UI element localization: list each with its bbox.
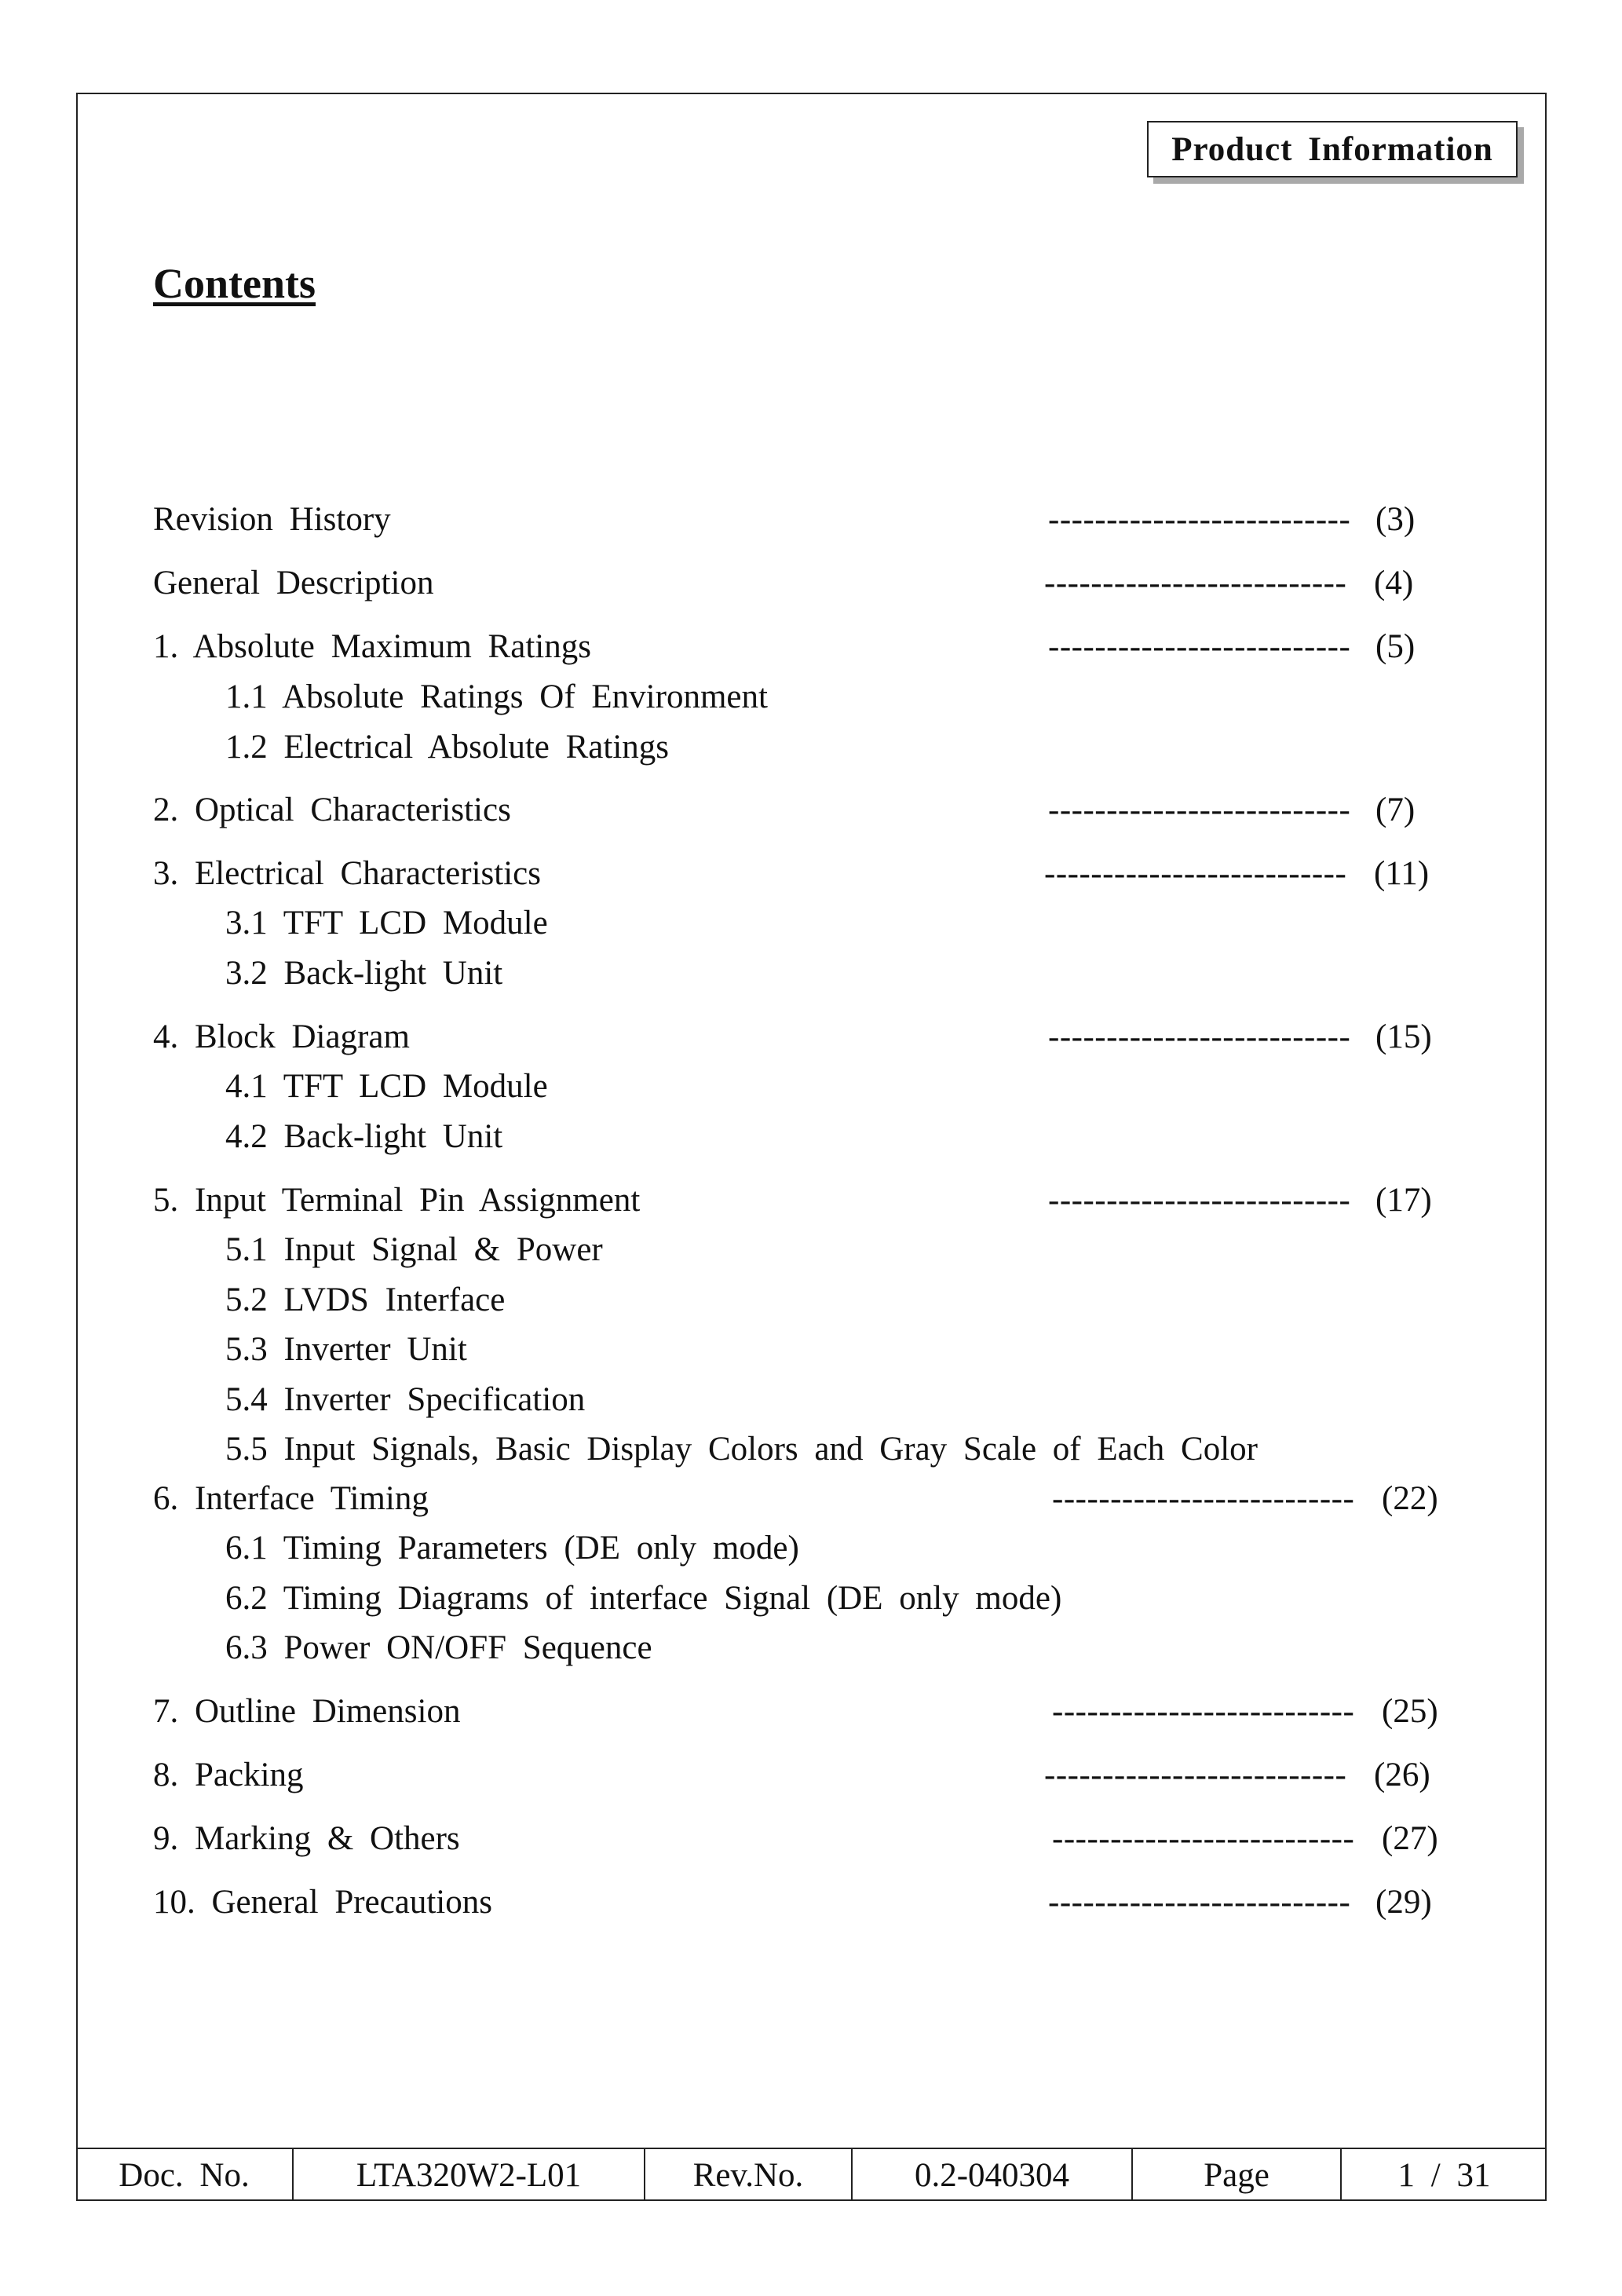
toc-entry-general-precautions: 10. General Precautions: [153, 1884, 492, 1921]
toc-leader: --------------------------: [1044, 565, 1347, 601]
toc-entry-general-description: General Description: [153, 565, 434, 601]
toc-subentry-5-2: 5.2 LVDS Interface: [225, 1281, 506, 1318]
toc-entry-input-terminal-pin-assignment: 5. Input Terminal Pin Assignment: [153, 1182, 641, 1219]
toc-leader: --------------------------: [1052, 1820, 1355, 1857]
page-number-value: 1 / 31: [1397, 2156, 1491, 2194]
toc-page-number: (17): [1375, 1182, 1432, 1219]
toc-subentry-6-2: 6.2 Timing Diagrams of interface Signal (DE only mode): [225, 1580, 1062, 1617]
toc-leader: --------------------------: [1044, 1757, 1347, 1793]
toc-subentry-5-4: 5.4 Inverter Specification: [225, 1381, 586, 1418]
toc-leader: --------------------------: [1052, 1480, 1355, 1517]
toc-entry-block-diagram: 4. Block Diagram: [153, 1018, 410, 1055]
toc-leader: --------------------------: [1044, 855, 1347, 892]
toc-subentry-1-1: 1.1 Absolute Ratings Of Environment: [225, 678, 768, 715]
toc-page-number: (29): [1375, 1884, 1432, 1921]
toc-subentry-3-1: 3.1 TFT LCD Module: [225, 905, 548, 941]
toc-entry-absolute-maximum-ratings: 1. Absolute Maximum Ratings: [153, 628, 591, 665]
toc-entry-outline-dimension: 7. Outline Dimension: [153, 1693, 461, 1730]
toc-page-number: (3): [1375, 501, 1416, 538]
toc-subentry-1-2: 1.2 Electrical Absolute Ratings: [225, 729, 670, 766]
toc-page-number: (26): [1374, 1757, 1430, 1793]
toc-page-number: (7): [1375, 792, 1416, 828]
toc-subentry-6-3: 6.3 Power ON/OFF Sequence: [225, 1629, 652, 1666]
toc-entry-optical-characteristics: 2. Optical Characteristics: [153, 792, 511, 828]
toc-leader: --------------------------: [1048, 1884, 1351, 1921]
toc-page-number: (22): [1382, 1480, 1438, 1517]
toc-page-number: (27): [1382, 1820, 1438, 1857]
toc-subentry-5-3: 5.3 Inverter Unit: [225, 1331, 467, 1368]
rev-no-value: 0.2-040304: [853, 2149, 1133, 2201]
toc-page-number: (15): [1375, 1018, 1432, 1055]
document-footer-table: [76, 2148, 1547, 2201]
toc-leader: --------------------------: [1048, 1018, 1351, 1055]
page-label: Page: [1133, 2149, 1342, 2201]
toc-leader: --------------------------: [1048, 792, 1351, 828]
toc-entry-interface-timing: 6. Interface Timing: [153, 1480, 429, 1517]
toc-leader: --------------------------: [1052, 1693, 1355, 1730]
toc-page-number: (11): [1374, 855, 1430, 892]
rev-no-label: Rev.No.: [645, 2149, 853, 2201]
toc-subentry-5-1: 5.1 Input Signal & Power: [225, 1231, 603, 1268]
toc-subentry-4-1: 4.1 TFT LCD Module: [225, 1068, 548, 1105]
toc-entry-packing: 8. Packing: [153, 1757, 304, 1793]
toc-entry-electrical-characteristics: 3. Electrical Characteristics: [153, 855, 541, 892]
toc-page-number: (25): [1382, 1693, 1438, 1730]
toc-page-number: (4): [1374, 565, 1414, 601]
toc-page-number: (5): [1375, 628, 1416, 665]
page-title: Contents: [153, 260, 316, 307]
toc-leader: --------------------------: [1048, 628, 1351, 665]
toc-subentry-5-5: 5.5 Input Signals, Basic Display Colors and Gray Scale of Each Color: [225, 1431, 1258, 1468]
toc-entry-marking-others: 9. Marking & Others: [153, 1820, 460, 1857]
toc-leader: --------------------------: [1048, 1182, 1351, 1219]
product-information-badge: Product Information: [1147, 121, 1518, 177]
toc-subentry-6-1: 6.1 Timing Parameters (DE only mode): [225, 1530, 799, 1567]
doc-no-value: LTA320W2-L01: [294, 2149, 645, 2201]
toc-leader: --------------------------: [1048, 501, 1351, 538]
doc-no-label: Doc. No.: [76, 2149, 294, 2201]
toc-subentry-4-2: 4.2 Back-light Unit: [225, 1118, 503, 1155]
toc-entry-revision-history: Revision History: [153, 501, 391, 538]
toc-subentry-3-2: 3.2 Back-light Unit: [225, 955, 503, 992]
